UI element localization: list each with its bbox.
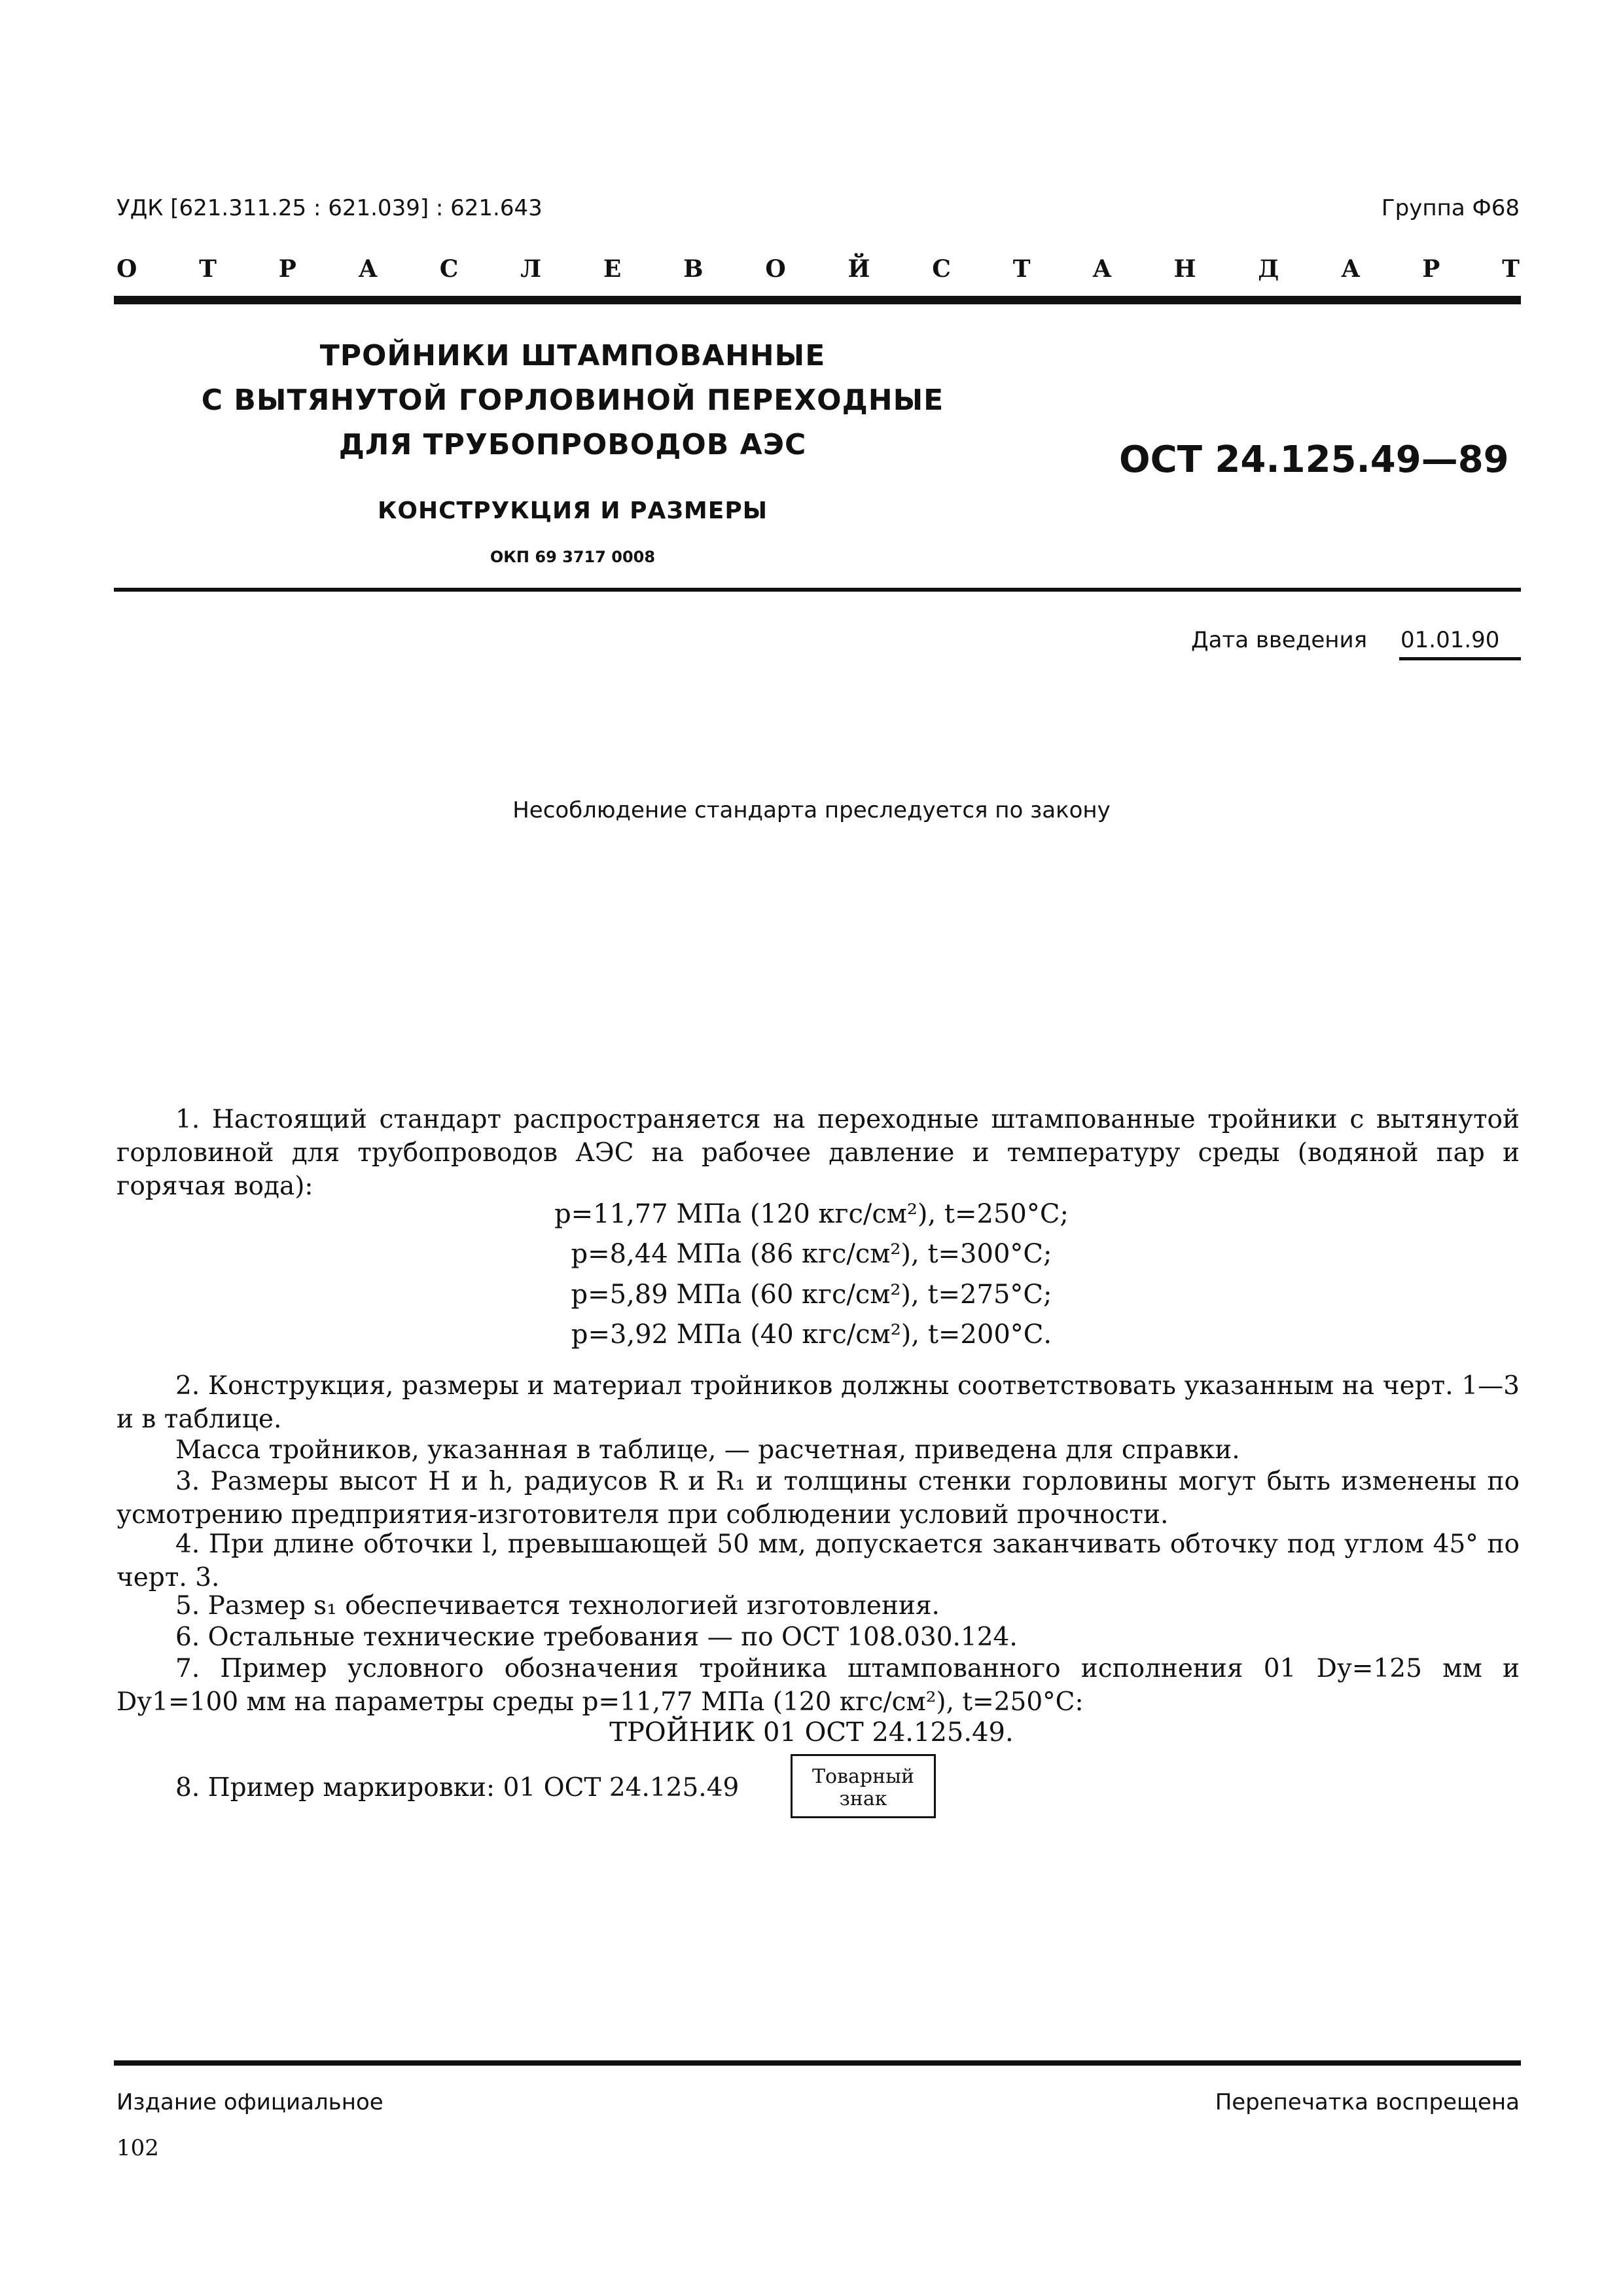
paragraph-5 (116, 1589, 1520, 1623)
heading-letter: А (1092, 255, 1112, 283)
document-subtitle: КОНСТРУКЦИЯ И РАЗМЕРЫ (377, 497, 768, 524)
paragraph-6 (116, 1621, 1520, 1654)
heading-letter: Р (278, 255, 296, 283)
heading-letter: Н (1173, 255, 1196, 283)
formula-line: p=11,77 МПа (120 кгс/см²), t=250°С; (554, 1199, 1069, 1229)
heading-letter: Т (1502, 255, 1520, 283)
heading-letter: О (116, 255, 137, 283)
trademark-label: Товарный (812, 1765, 914, 1788)
formula-line: p=8,44 МПа (86 кгс/см²), t=300°С; (571, 1239, 1052, 1269)
top-rule (114, 296, 1521, 304)
standard-type-heading (116, 255, 1520, 283)
title-line: ДЛЯ ТРУБОПРОВОДОВ АЭС (338, 428, 807, 461)
heading-letter: Т (199, 255, 217, 283)
heading-letter: С (439, 255, 459, 283)
heading-letter: Й (847, 255, 870, 283)
heading-letter: Л (520, 255, 542, 283)
paragraph-text: Масса тройников, указанная в таблице, — расчетная, приведена для справки. (175, 1435, 1240, 1465)
paragraph-text: 2. Конструкция, размеры и материал тройников должны соответствовать указанным на черт. 1—3 и в таблице. (116, 1371, 1520, 1434)
trademark-box (791, 1754, 936, 1818)
heading-letter: Д (1258, 255, 1279, 283)
legal-warning: Несоблюдение стандарта преследуется по закону (512, 797, 1111, 823)
reprint-note: Перепечатка воспрещена (1215, 2089, 1520, 2115)
heading-letter: В (683, 255, 704, 283)
heading-letter: С (932, 255, 951, 283)
paragraph-text: 1. Настоящий стандарт распространяется на переходные штампованные тройники с вытянутой горловиной для трубопроводов АЭС на рабочее давление и температуру среды (водяной пар и горячая вода): (116, 1105, 1520, 1201)
title-line: ТРОЙНИКИ ШТАМПОВАННЫЕ (319, 339, 826, 372)
formula-line: p=5,89 МПа (60 кгс/см²), t=275°С; (571, 1280, 1052, 1310)
heading-letter: А (358, 255, 378, 283)
udk-code: УДК [621.311.25 : 621.039] : 621.643 (116, 195, 543, 221)
heading-letter: Т (1012, 255, 1031, 283)
title-line: С ВЫТЯНУТОЙ ГОРЛОВИНОЙ ПЕРЕХОДНЫЕ (201, 384, 944, 417)
paragraph-text: 4. При длине обточки l, превышающей 50 мм, допускается заканчивать обточку под углом 45° по черт. 3. (116, 1530, 1520, 1592)
document-title (196, 334, 949, 566)
paragraph-2 (116, 1369, 1520, 1436)
paragraph-text: 6. Остальные технические требования — по ОСТ 108.030.124. (175, 1623, 1018, 1652)
middle-rule (114, 588, 1521, 592)
page-number: 102 (116, 2135, 159, 2161)
paragraph-3 (116, 1465, 1520, 1532)
date-underline (1399, 657, 1521, 660)
okp-code: ОКП 69 3717 0008 (490, 548, 656, 566)
paragraph-1 (116, 1103, 1520, 1203)
standard-code: ОСТ 24.125.49—89 (1119, 439, 1509, 481)
heading-letter: Р (1422, 255, 1440, 283)
paragraph-text: 7. Пример условного обозначения тройника штампованного исполнения 01 Dу=125 мм и Dу1=100 мм на параметры среды p=11,77 МПа (120 кгс/см²), t=250°С: (116, 1654, 1520, 1717)
group-code: Группа Ф68 (1381, 195, 1520, 221)
bottom-rule (114, 2060, 1521, 2066)
trademark-label: знак (839, 1787, 887, 1810)
paragraph-text: 3. Размеры высот H и h, радиусов R и R₁ и толщины стенки горловины могут быть изменены по усмотрению предприятия-изготовителя при соблюдении условий прочности. (116, 1467, 1520, 1530)
designation-example: ТРОЙНИК 01 ОСТ 24.125.49. (609, 1717, 1014, 1748)
paragraph-8 (116, 1771, 784, 1804)
date-label: Дата введения (1191, 627, 1368, 653)
heading-letter: О (765, 255, 786, 283)
heading-letter: Е (603, 255, 622, 283)
paragraph-7 (116, 1652, 1520, 1719)
heading-letter: А (1341, 255, 1361, 283)
paragraph-4 (116, 1528, 1520, 1594)
date-value: 01.01.90 (1400, 627, 1500, 653)
formula-line: p=3,92 МПа (40 кгс/см²), t=200°С. (571, 1319, 1052, 1350)
paragraph-text: 5. Размер s₁ обеспечивается технологией изготовления. (175, 1591, 940, 1621)
paragraph-text: 8. Пример маркировки: 01 ОСТ 24.125.49 (175, 1773, 740, 1803)
paragraph-2b (116, 1433, 1520, 1467)
edition-note: Издание официальное (116, 2089, 383, 2115)
